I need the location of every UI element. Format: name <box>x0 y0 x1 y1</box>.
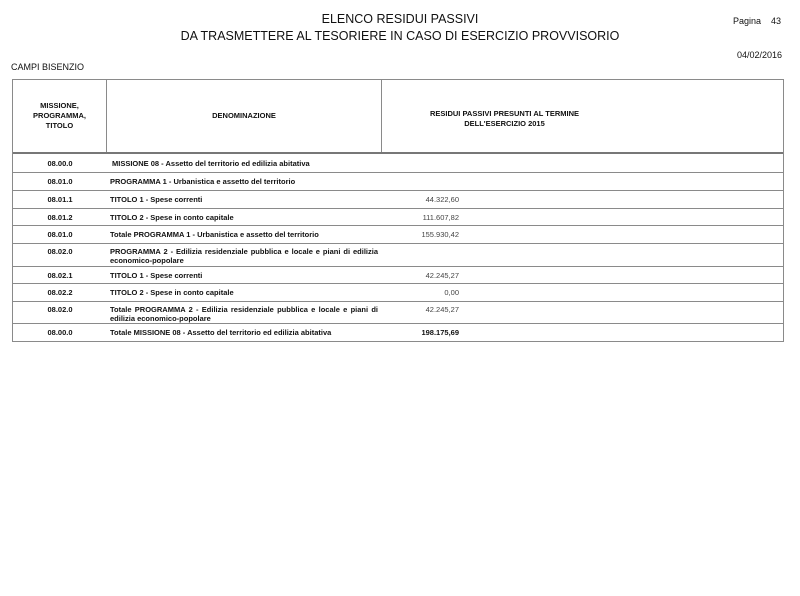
row-name: TITOLO 1 - Spese correnti <box>110 271 203 280</box>
row-name: TITOLO 2 - Spese in conto capitale <box>110 213 234 222</box>
table-row <box>13 244 783 267</box>
table-row <box>13 284 783 302</box>
page-number: 43 <box>771 16 782 26</box>
table-row <box>13 209 783 226</box>
row-code: 08.02.1 <box>47 271 73 280</box>
row-code: 08.01.0 <box>47 230 73 239</box>
row-amount: 0,00 <box>444 288 459 297</box>
row-amount: 42.245,27 <box>425 305 459 314</box>
table-row <box>13 173 783 191</box>
row-code: 08.00.0 <box>47 328 73 337</box>
row-code: 08.02.0 <box>47 305 73 314</box>
row-code: 08.02.0 <box>47 247 73 256</box>
residui-table <box>12 79 784 342</box>
row-name: MISSIONE 08 - Assetto del territorio ed edilizia abitativa <box>112 159 310 168</box>
row-code: 08.02.2 <box>47 288 73 297</box>
row-amount: 198.175,69 <box>421 328 459 337</box>
column-header-name: DENOMINAZIONE <box>107 80 382 152</box>
row-code: 08.01.0 <box>47 177 73 186</box>
row-code: 08.00.0 <box>47 159 73 168</box>
row-amount: 44.322,60 <box>425 195 459 204</box>
row-name: Totale PROGRAMMA 1 - Urbanistica e assetto del territorio <box>110 230 319 239</box>
table-row <box>13 226 783 244</box>
report-date: 04/02/2016 <box>737 50 783 60</box>
column-header-code-line: MISSIONE, <box>40 101 79 110</box>
column-header-code <box>13 80 107 152</box>
row-name: PROGRAMMA 1 - Urbanistica e assetto del territorio <box>110 177 296 186</box>
row-amount: 111.607,82 <box>422 213 459 222</box>
row-code: 08.01.2 <box>47 213 73 222</box>
row-name: TITOLO 1 - Spese correnti <box>110 195 203 204</box>
row-name: PROGRAMMA 2 - Edilizia residenziale pubblica e locale e piani di edilizia economico-popolare <box>110 247 378 265</box>
row-amount: 155.930,42 <box>421 230 459 239</box>
column-header-code-line: TITOLO <box>45 121 74 130</box>
table-row <box>13 267 783 284</box>
row-name: Totale MISSIONE 08 - Assetto del territorio ed edilizia abitativa <box>110 328 332 337</box>
column-header-amount-line: RESIDUI PASSIVI PRESUNTI AL TERMINE <box>429 109 580 118</box>
row-name: TITOLO 2 - Spese in conto capitale <box>110 288 234 297</box>
row-amount: 42.245,27 <box>425 271 459 280</box>
column-header-code-line: PROGRAMMA, <box>33 111 86 120</box>
entity-name: CAMPI BISENZIO <box>11 62 85 72</box>
page-label: Pagina <box>733 16 762 26</box>
table-row <box>13 154 783 173</box>
column-header-amount-line: DELL'ESERCIZIO 2015 <box>464 119 545 128</box>
column-header-amount <box>382 80 627 152</box>
report-subtitle: DA TRASMETTERE AL TESORIERE IN CASO DI ESERCIZIO PROVVISORIO <box>180 29 620 43</box>
table-row-total <box>13 324 783 341</box>
table-row <box>13 302 783 324</box>
row-name: Totale PROGRAMMA 2 - Edilizia residenziale pubblica e locale e piani di edilizia economico-popolare <box>110 305 378 323</box>
table-row <box>13 191 783 209</box>
table-header <box>13 80 783 154</box>
report-title: ELENCO RESIDUI PASSIVI <box>321 12 479 26</box>
row-code: 08.01.1 <box>47 195 73 204</box>
